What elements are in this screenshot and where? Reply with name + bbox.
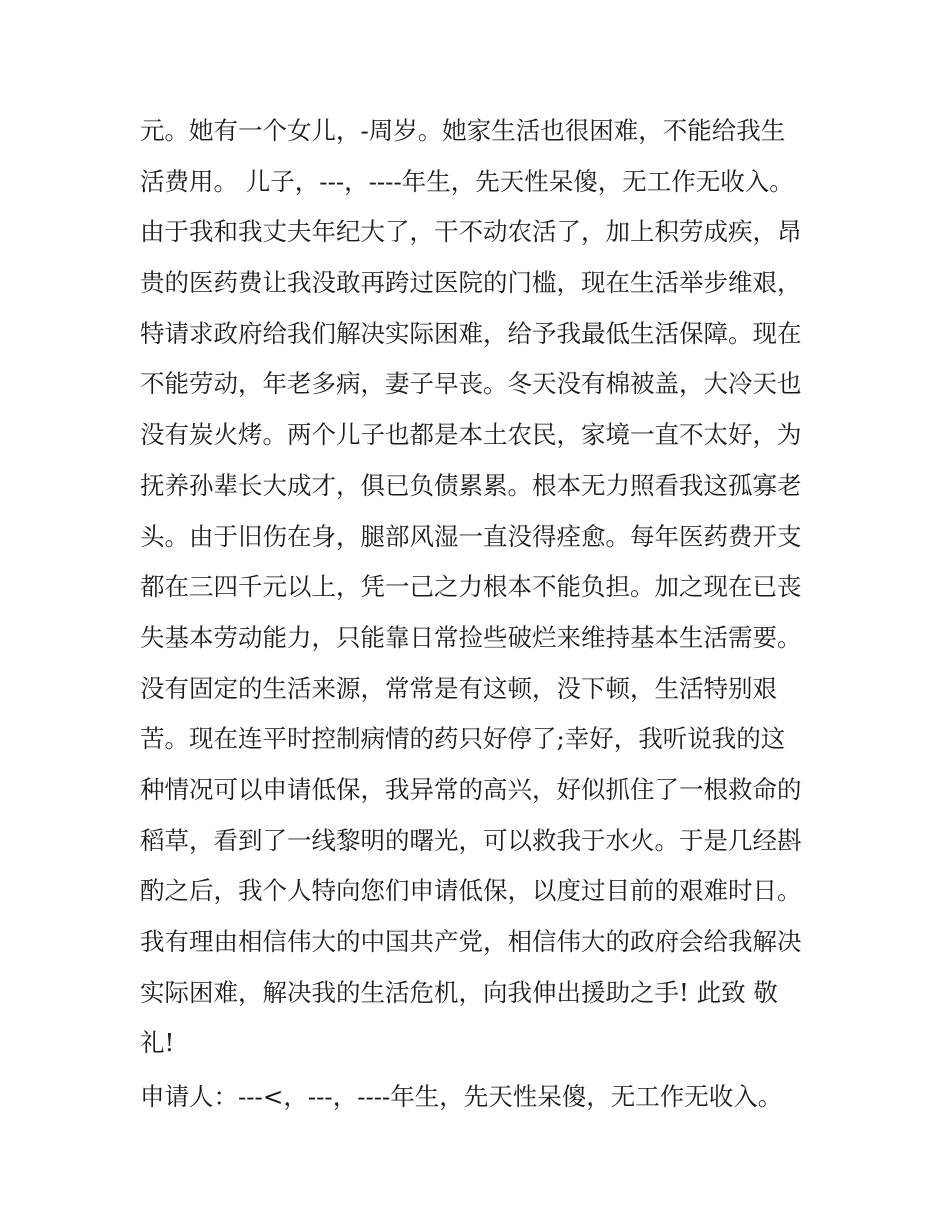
- text-line: 贵的医药费让我没敢再跨过医院的门槛，现在生活举步维艰，: [140, 268, 802, 298]
- text-line: 特请求政府给我们解决实际困难，给予我最低生活保障。现在: [140, 318, 802, 348]
- text-line: 失基本劳动能力，只能靠日常捡些破烂来维持基本生活需要。: [140, 622, 802, 652]
- text-line: 由于我和我丈夫年纪大了，干不动农活了，加上积劳成疾，昂: [140, 217, 802, 247]
- text-line: 实际困难，解决我的生活危机，向我伸出援助之手! 此致 敬: [140, 977, 778, 1007]
- text-line: 我有理由相信伟大的中国共产党，相信伟大的政府会给我解决: [140, 927, 802, 956]
- text-line: 活费用。 儿子，---，----年生，先天性呆傻，无工作无收入。: [140, 166, 794, 196]
- signature-line: 申请人：---<，---，----年生，先天性呆傻，无工作无收入。: [140, 1082, 783, 1111]
- body-text: [140, 106, 830, 1069]
- text-line: 抚养孙辈长大成才，俱已负债累累。根本无力照看我这孤寡老: [140, 470, 802, 500]
- text-line: 苦。现在连平时控制病情的药只好停了;幸好，我听说我的这: [140, 724, 786, 754]
- text-line: 元。她有一个女儿，-周岁。她家生活也很困难，不能给我生: [140, 116, 786, 145]
- text-line: 酌之后，我个人特向您们申请低保，以度过目前的艰难时日。: [140, 876, 802, 906]
- text-line: 没有炭火烤。两个儿子也都是本土农民，家境一直不太好，为: [140, 420, 802, 450]
- text-line: 没有固定的生活来源，常常是有这顿，没下顿，生活特别艰: [140, 673, 777, 703]
- text-line: 都在三四千元以上，凭一己之力根本不能负担。加之现在已丧: [140, 572, 802, 602]
- text-line: 稻草，看到了一线黎明的曙光，可以救我于水火。于是几经斟: [140, 825, 802, 855]
- text-line: 种情况可以申请低保，我异常的高兴，好似抓住了一根救命的: [140, 774, 802, 804]
- text-line: 不能劳动，年老多病，妻子早丧。冬天没有棉被盖，大冷天也: [140, 369, 802, 399]
- text-line: 礼!: [140, 1028, 175, 1058]
- text-line: 头。由于旧伤在身，腿部风湿一直没得痊愈。每年医药费开支: [140, 521, 802, 551]
